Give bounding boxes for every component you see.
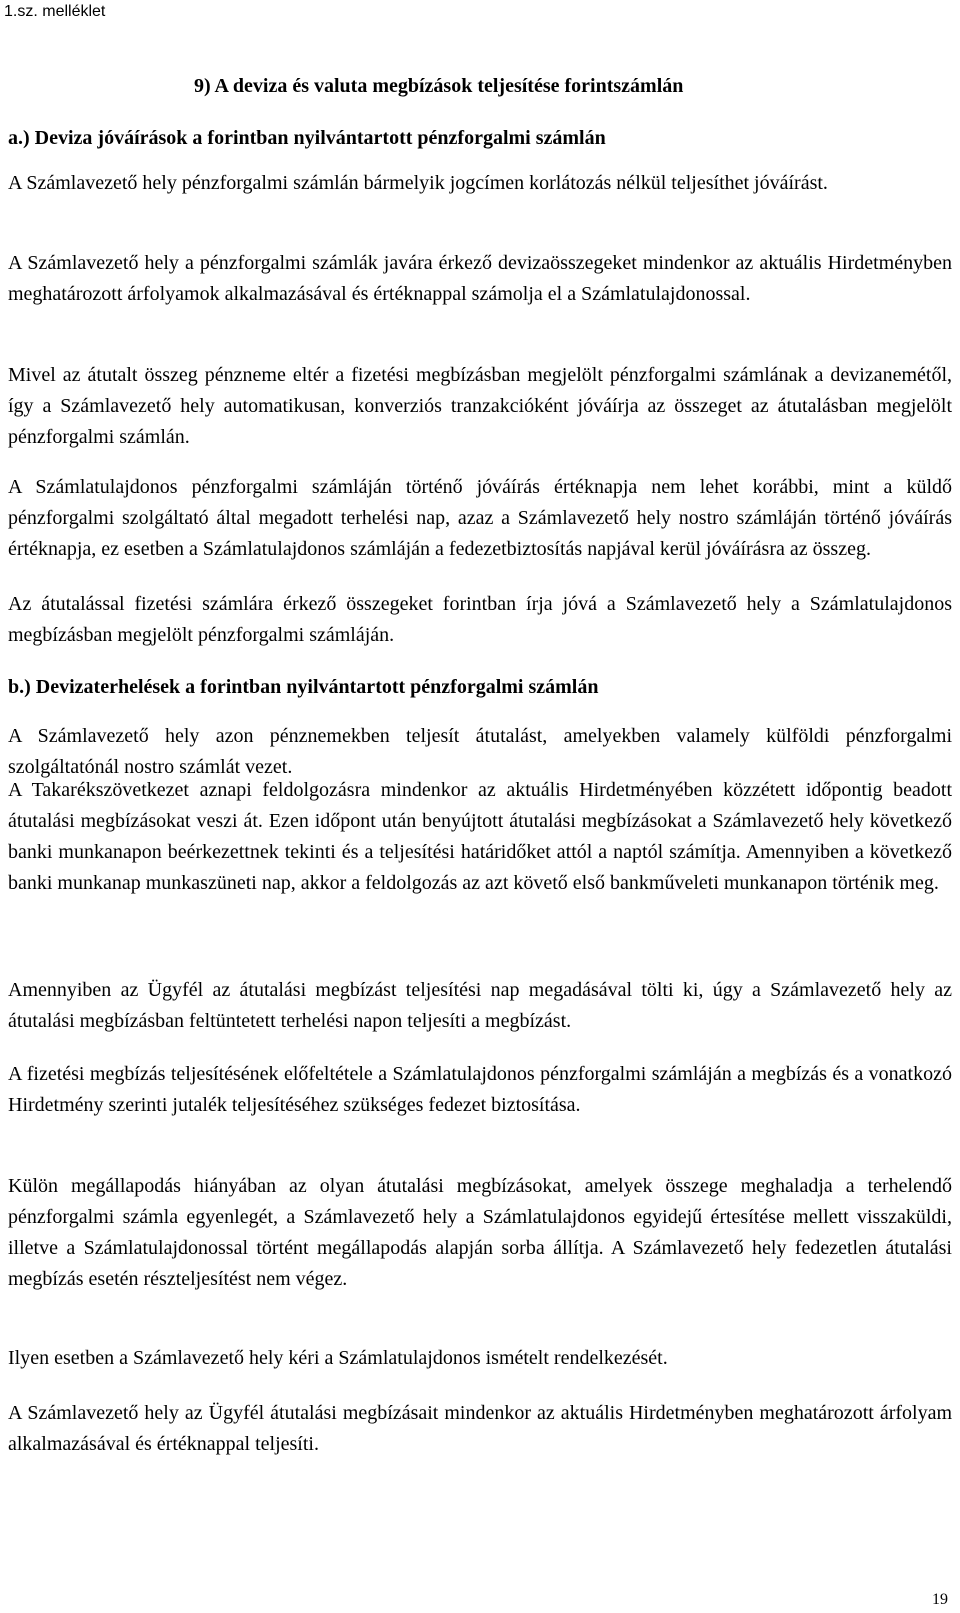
section-a-paragraph-1: A Számlavezető hely pénzforgalmi számlán bármelyik jogcímen korlátozás nélkül teljesíthet jóváírást. [8,172,828,194]
section-title: 9) A deviza és valuta megbízások teljesítése forintszámlán [194,75,684,97]
section-a-paragraph-4: A Számlatulajdonos pénzforgalmi számláján történő jóváírás értéknapja nem lehet korábbi, mint a küldő pénzforgalmi szolgáltató által megadott terhelési nap, azaz a Számlavezető hely nostro számláján történő jóváírás értéknapja, ez esetben a Számlatulajdonos számláján a fedezetbiztosítás napjával kerül jóváírásra az összeg. [8,476,952,560]
section-b-paragraph-1: A Számlavezető hely azon pénznemekben teljesít átutalást, amelyekben valamely külföldi pénzforgalmi szolgáltatónál nostro számlát vezet. [8,725,952,778]
section-b-heading: b.) Devizaterhelések a forintban nyilvántartott pénzforgalmi számlán [8,676,599,698]
section-b-paragraph-7: A Számlavezető hely az Ügyfél átutalási megbízásait mindenkor az aktuális Hirdetményben meghatározott árfolyam alkalmazásával és értéknappal teljesíti. [8,1402,952,1455]
section-b-paragraph-2: A Takarékszövetkezet aznapi feldolgozásra mindenkor az aktuális Hirdetményében közzétett időpontig beadott átutalási megbízásokat veszi át. Ezen időpont után benyújtott átutalási megbízásokat a Számlavezető hely következő banki munkanapon beérkezettnek tekinti és a teljesítési határidőket attól a naptól számítja. Amennyiben a következő banki munkanap munkaszüneti nap, akkor a feldolgozás az azt követő első bankműveleti munkanapon történik meg. [8,779,952,894]
section-a-paragraph-3: Mivel az átutalt összeg pénzneme eltér a fizetési megbízásban megjelölt pénzforgalmi számlának a devizanemétől, így a Számlavezető hely automatikusan, konverziós tranzakcióként jóváírja az összeget az átutalásban megjelölt pénzforgalmi számlán. [8,364,952,448]
section-b-paragraph-6: Ilyen esetben a Számlavezető hely kéri a Számlatulajdonos ismételt rendelkezését. [8,1347,668,1369]
annex-label: 1.sz. melléklet [4,3,106,20]
section-b-paragraph-4: A fizetési megbízás teljesítésének előfeltétele a Számlatulajdonos pénzforgalmi számláján a megbízás és a vonatkozó Hirdetmény szerinti jutalék teljesítéséhez szükséges fedezet biztosítása. [8,1063,952,1116]
section-a-paragraph-5: Az átutalással fizetési számlára érkező összegeket forintban írja jóvá a Számlavezető hely a Számlatulajdonos megbízásban megjelölt pénzforgalmi számláján. [8,593,952,646]
section-a-paragraph-2: A Számlavezető hely a pénzforgalmi számlák javára érkező devizaösszegeket mindenkor az aktuális Hirdetményben meghatározott árfolyamok alkalmazásával és értéknappal számolja el a Számlatulajdonossal. [8,252,952,305]
section-b-paragraph-3: Amennyiben az Ügyfél az átutalási megbízást teljesítési nap megadásával tölti ki, úgy a Számlavezető hely az átutalási megbízásban feltüntetett terhelési napon teljesíti a megbízást. [8,979,952,1032]
page-number: 19 [932,1591,948,1608]
section-b-paragraph-5: Külön megállapodás hiányában az olyan átutalási megbízásokat, amelyek összege meghaladja a terhelendő pénzforgalmi számla egyenlegét, a Számlavezető hely a Számlatulajdonos egyidejű értesítése mellett visszaküldi, illetve a Számlatulajdonossal történt megállapodás alapján sorba állítja. A Számlavezető hely fedezetlen átutalási megbízás esetén részteljesítést nem végez. [8,1175,952,1290]
section-a-heading: a.) Deviza jóváírások a forintban nyilvántartott pénzforgalmi számlán [8,127,606,149]
